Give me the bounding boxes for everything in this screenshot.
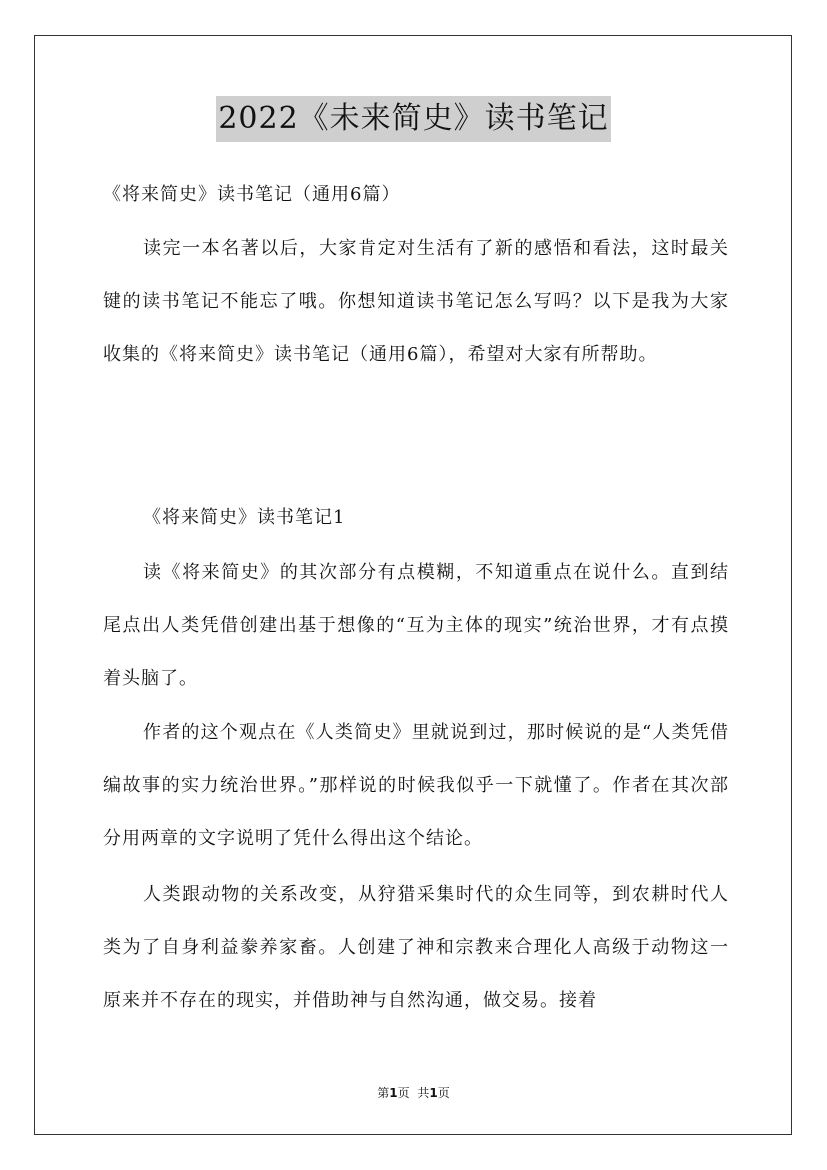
page-current: 1 xyxy=(389,1086,398,1100)
page-footer xyxy=(0,1084,827,1101)
document-subtitle: 《将来简史》读书笔记（通用6篇） xyxy=(103,184,401,205)
page-label-suffix: 页 xyxy=(397,1086,410,1100)
body-paragraph-1: 读《将来简史》的其次部分有点模糊，不知道重点在说什么。直到结尾点出人类凭借创建出基于想像的“互为主体的现实”统治世界，才有点摸着头脑了。 xyxy=(103,562,729,689)
page-total: 1 xyxy=(429,1086,438,1100)
section-heading: 《将来简史》读书笔记1 xyxy=(143,507,346,528)
body-paragraph-3: 人类跟动物的关系改变，从狩猎采集时代的众生同等，到农耕时代人类为了自身利益豢养家畜。人创建了神和宗教来合理化人高级于动物这一原来并不存在的现实，并借助神与自然沟通，做交易。接着 xyxy=(103,884,729,1011)
document-title: 2022《未来简史》读书笔记 xyxy=(216,96,610,142)
total-label-suffix: 页 xyxy=(437,1086,450,1100)
title-wrap xyxy=(0,96,827,142)
intro-paragraph: 读完一本名著以后，大家肯定对生活有了新的感悟和看法，这时最关键的读书笔记不能忘了哦。你想知道读书笔记怎么写吗？以下是我为大家收集的《将来简史》读书笔记（通用6篇），希望对大家有所帮助。 xyxy=(103,238,729,365)
total-label-prefix: 共 xyxy=(417,1086,430,1100)
page-label-prefix: 第 xyxy=(377,1086,390,1100)
body-paragraph-2: 作者的这个观点在《人类简史》里就说到过，那时候说的是“人类凭借编故事的实力统治世界。”那样说的时候我似乎一下就懂了。作者在其次部分用两章的文字说明了凭什么得出这个结论。 xyxy=(103,722,729,849)
